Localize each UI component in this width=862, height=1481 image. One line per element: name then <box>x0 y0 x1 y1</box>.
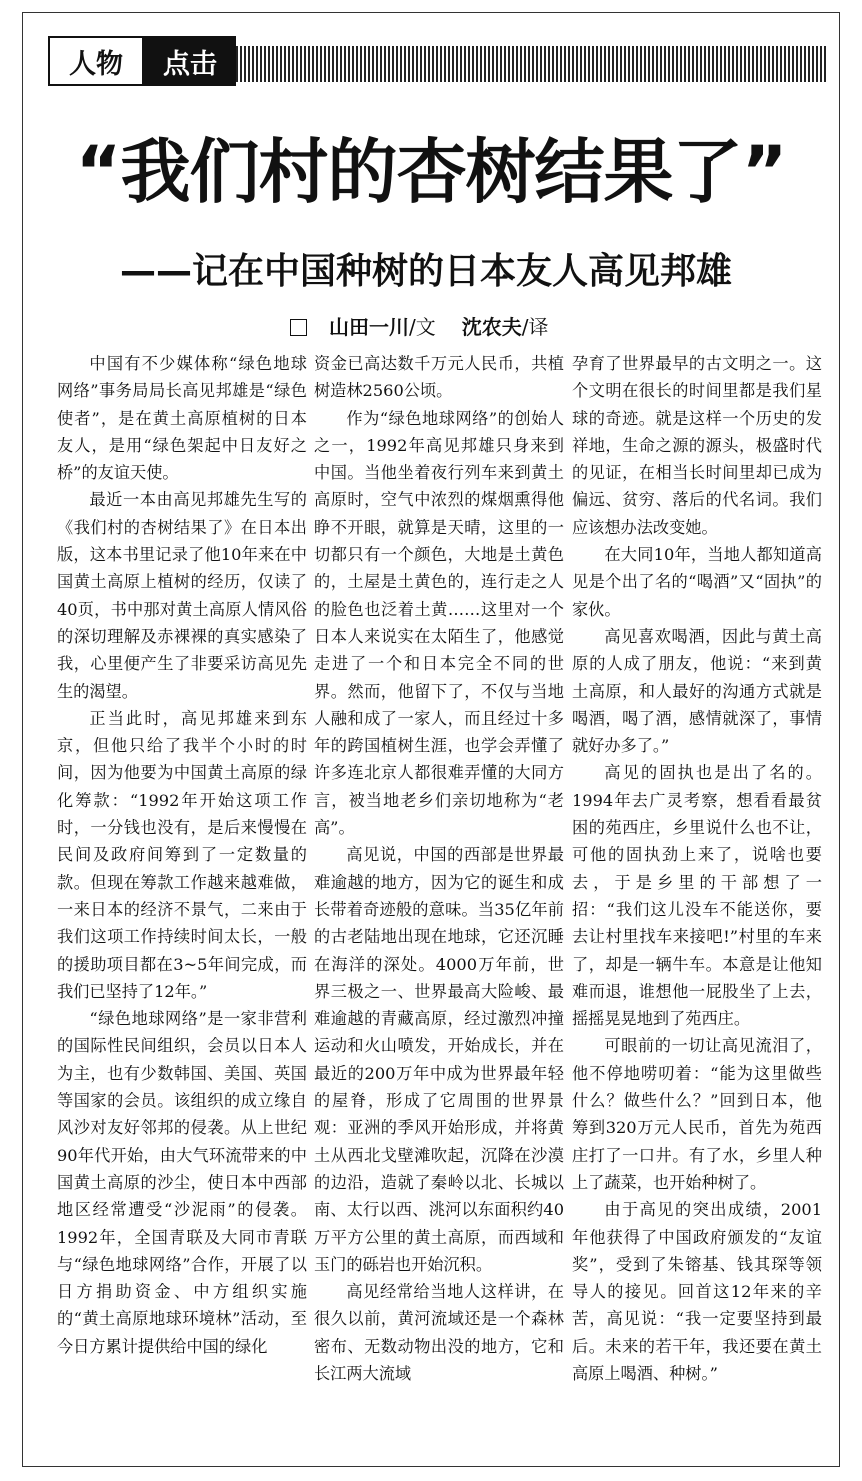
paragraph: 在大同10年，当地人都知道高见是个出了名的“喝酒”又“固执”的家伙。 <box>572 545 822 619</box>
paragraph: 作为“绿色地球网络”的创始人之一，1992年高见邦雄只身来到中国。当他坐着夜行列车来到黄土高原时，空气中浓烈的煤烟熏得他睁不开眼，就算是天晴，这里的一切都只有一个颜色，大地是土黄色的，土屋是土黄色的，连行走之人的脸色也泛着土黄……这里对一个日本人来说实在太陌生了，他感觉走进了一个和日本完全不同的世界。然而，他留下了，不仅与当地人融和成了一家人，而且经过十多年的跨国植树生涯，也学会弄懂了许多连北京人都很难弄懂的大同方言，被当地老乡们亲切地称为“老高”。 <box>314 408 564 838</box>
paragraph: 中国有不少媒体称“绿色地球网络”事务局局长高见邦雄是“绿色使者”，是在黄土高原植树的日本友人，是用“绿色架起中日友好之桥”的友谊天使。 <box>57 354 307 483</box>
paragraph: 高见喜欢喝酒，因此与黄土高原的人成了朋友，他说：“来到黄土高原，和人最好的沟通方式就是喝酒，喝了酒，感情就深了，事情就好办多了。” <box>572 626 822 756</box>
paragraph: 最近一本由高见邦雄先生写的《我们村的杏树结果了》在日本出版，这本书里记录了他10年来在中国黄土高原上植树的经历，仅读了40页，书中那对黄土高原人情风俗的深切理解及赤裸裸的真实感染了我，心里便产生了非要采访高见先生的渴望。 <box>57 490 307 701</box>
paragraph: 资金已高达数千万元人民币，共植树造林2560公顷。 <box>314 354 564 401</box>
subtitle: ——记在中国种树的日本友人高见邦雄 <box>120 251 733 292</box>
paragraph: 高见经常给当地人这样讲，在很久以前，黄河流域还是一个森林密布、无数动物出没的地方，它和长江两大流域 <box>314 1282 564 1383</box>
paragraph: 孕育了世界最早的古文明之一。这个文明在很长的时间里都是我们星球的奇迹。就是这样一个历史的发祥地，生命之源的源头，极盛时代的见证，在相当长时间里却已成为偏远、贫穷、落后的代名词。我们应该想办法改变她。 <box>572 354 822 537</box>
byline <box>290 312 710 342</box>
paragraph: 正当此时，高见邦雄来到东京，但他只给了我半个小时的时间，因为他要为中国黄土高原的绿化筹款：“1992年开始这项工作时，一分钱也没有，是后来慢慢在民间及政府间筹到了一定数量的款。但现在筹款工作越来越难做，一来日本的经济不景气，二来由于我们这项工作持续时间太长，一般的援助项目都在3~5年间完成，而我们已坚持了12年。” <box>57 708 307 1001</box>
translator-name: 沈农夫 <box>461 315 522 339</box>
article-column-1 <box>57 350 307 1360</box>
article-column-2 <box>314 350 564 1387</box>
column-tag <box>48 36 236 86</box>
headline: “我们村的杏树结果了” <box>75 131 787 213</box>
paragraph: 可眼前的一切让高见流泪了，他不停地唠叨着：“能为这里做些什么？做些什么？”回到日本，他筹到320万元人民币，首先为苑西庄打了一口井。有了水，乡里人种上了蔬菜，也开始种树了。 <box>572 1036 822 1192</box>
paragraph: 由于高见的突出成绩，2001年他获得了中国政府颁发的“友谊奖”，受到了朱镕基、钱其琛等领导人的接见。回首这12年来的辛苦，高见说：“我一定要坚持到最后。未来的若干年，我还要在黄土高原上喝酒、种树。” <box>572 1200 822 1383</box>
author-name: 山田一川 <box>329 315 409 339</box>
article-column-3 <box>572 350 822 1387</box>
decorative-stripes <box>236 46 828 82</box>
paragraph: “绿色地球网络”是一家非营利的国际性民间组织，会员以日本人为主，也有少数韩国、美国、英国等国家的会员。该组织的成立缘自风沙对友好邻邦的侵袭。从上世纪90年代开始，由大气环流带来的中国黄土高原的沙尘，使日本中西部地区经常遭受“沙泥雨”的侵袭。1992年，全国青联及大同市青联与“绿色地球网络”合作，开展了以日方捐助资金、中方组织实施的“黄土高原地球环境林”活动，至今日方累计提供给中国的绿化 <box>57 1009 307 1356</box>
author-role: /文 <box>409 315 436 339</box>
paragraph: 高见说，中国的西部是世界最难逾越的地方，因为它的诞生和成长带着奇迹般的意味。当35亿年前的古老陆地出现在地球，它还沉睡在海洋的深处。4000万年前，世界三极之一、世界最高大险峻、最难逾越的青藏高原，经过激烈冲撞运动和火山喷发，开始成长，并在最近的200万年中成为世界最年轻的屋脊，形成了它周围的世界景观：亚洲的季风开始形成，并将黄土从西北戈壁滩吹起，沉降在沙漠的边沿，造就了秦岭以北、长城以南、太行以西、洮河以东面积约40万平方公里的黄土高原，而西域和玉门的砾岩也开始沉积。 <box>314 845 564 1274</box>
column-tag-left: 人物 <box>48 36 144 86</box>
column-tag-right: 点击 <box>144 36 236 86</box>
square-icon <box>290 319 307 336</box>
paragraph: 高见的固执也是出了名的。1994年去广灵考察，想看看最贫困的苑西庄，乡里说什么也不让，可他的固执劲上来了，说啥也要去，于是乡里的干部想了一招：“我们这儿没车不能送你，要去让村里找车来接吧!”村里的车来了，却是一辆牛车。本意是让他知难而退，谁想他一屁股坐了上去，摇摇晃晃地到了苑西庄。 <box>572 763 822 1029</box>
translator-role: /译 <box>521 315 549 339</box>
